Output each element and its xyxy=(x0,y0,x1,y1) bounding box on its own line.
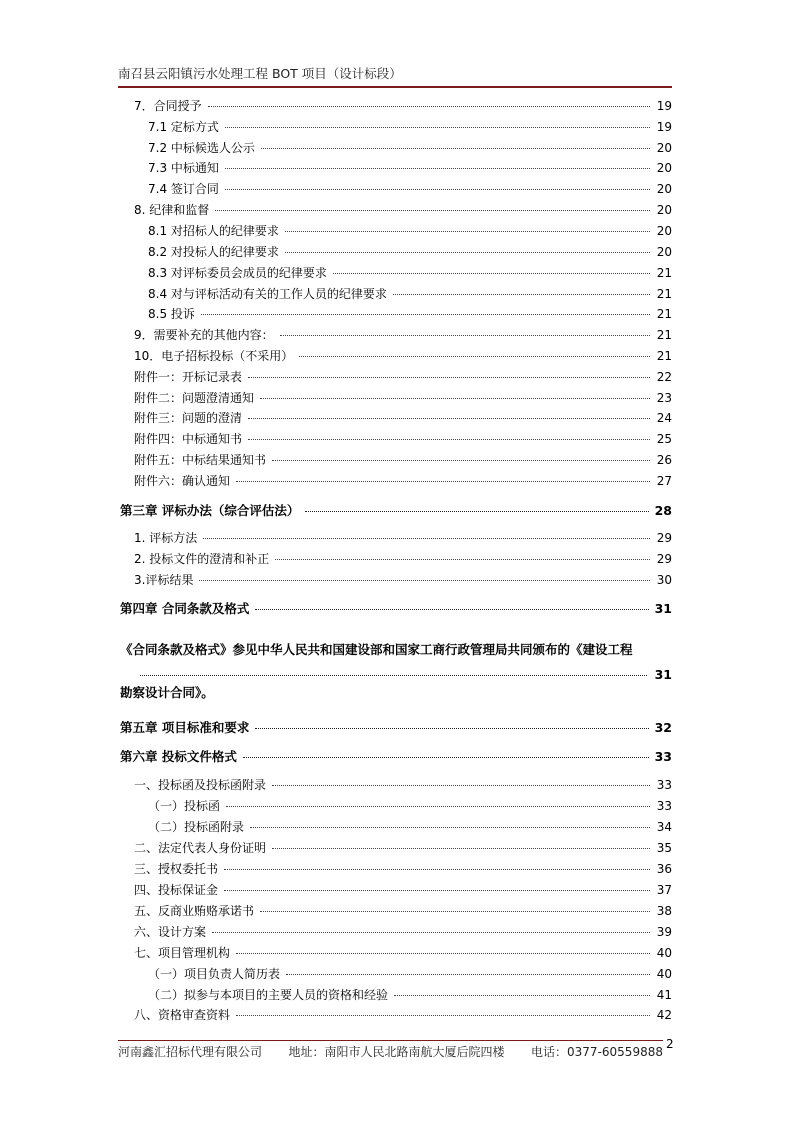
toc-entry-label: 二、法定代表人身份证明 xyxy=(134,841,267,855)
toc-entry-page: 29 xyxy=(656,531,672,545)
toc-entry-page: 22 xyxy=(656,370,672,384)
toc-leader xyxy=(260,910,650,912)
toc-entry[interactable] xyxy=(134,327,672,344)
footer-address: 地址：南阳市人民北路南航大厦后院四楼 xyxy=(288,1045,505,1059)
toc-leader xyxy=(243,756,649,758)
toc-leader xyxy=(285,230,650,232)
toc-leader xyxy=(226,805,650,807)
toc-entry-page: 21 xyxy=(656,349,672,363)
toc-long-entry-line2: 勘察设计合同》。 xyxy=(120,685,214,700)
toc-entry[interactable] xyxy=(134,777,672,794)
toc-entry[interactable] xyxy=(134,903,672,920)
footer-phone: 电话：0377-60559888 xyxy=(531,1045,663,1059)
toc-entry-page: 32 xyxy=(654,720,672,735)
toc-entry[interactable] xyxy=(134,452,672,469)
toc-leader xyxy=(236,480,650,482)
toc-entry-label: 第六章 投标文件格式 xyxy=(120,749,237,764)
toc-leader xyxy=(305,510,648,512)
toc-entry[interactable] xyxy=(148,306,672,323)
toc-entry-page: 19 xyxy=(656,99,672,113)
toc-chapter-entry[interactable] xyxy=(120,502,672,519)
page-number: 2 xyxy=(666,1037,674,1051)
toc-leader xyxy=(201,313,650,315)
toc-leader xyxy=(333,272,650,274)
toc-leader xyxy=(215,209,650,211)
toc-entry-label: 7.2 中标候选人公示 xyxy=(148,141,255,155)
toc-entry[interactable] xyxy=(148,160,672,177)
toc-entry-page: 20 xyxy=(656,224,672,238)
toc-entry[interactable] xyxy=(134,410,672,427)
toc-entry-page: 20 xyxy=(656,203,672,217)
toc-entry-page: 31 xyxy=(654,601,672,616)
toc-entry-page: 23 xyxy=(656,391,672,405)
toc-entry-label: 9．需要补充的其他内容： xyxy=(134,328,274,342)
toc-leader xyxy=(394,994,650,996)
toc-entry[interactable] xyxy=(134,431,672,448)
toc-long-entry-leader-row xyxy=(140,667,672,682)
toc-leader xyxy=(250,826,650,828)
toc-entry[interactable] xyxy=(134,98,672,115)
toc-entry-page: 41 xyxy=(656,988,672,1002)
toc-entry-page: 40 xyxy=(656,946,672,960)
toc-entry-label: 7.1 定标方式 xyxy=(148,120,219,134)
toc-entry-page: 27 xyxy=(656,474,672,488)
toc-entry-page: 34 xyxy=(656,820,672,834)
toc-entry[interactable] xyxy=(134,348,672,365)
toc-leader xyxy=(248,376,650,378)
toc-entry-page: 42 xyxy=(656,1008,672,1022)
toc-entry[interactable] xyxy=(134,369,672,386)
toc-chapter-entry[interactable] xyxy=(120,719,672,736)
toc-long-entry[interactable] xyxy=(120,641,672,658)
toc-long-entry-line1: 《合同条款及格式》参见中华人民共和国建设部和国家工商行政管理局共同颁布的《建设工程 xyxy=(120,642,633,657)
toc-entry[interactable] xyxy=(148,286,672,303)
toc-entry-label: 8.1 对招标人的纪律要求 xyxy=(148,224,279,238)
toc-entry-label: 三、授权委托书 xyxy=(134,862,219,876)
toc-leader xyxy=(225,126,650,128)
toc-leader xyxy=(299,355,650,357)
toc-leader xyxy=(260,397,650,399)
toc-entry-label: 第三章 评标办法（综合评估法） xyxy=(120,503,300,518)
toc-entry-label: 8.3 对评标委员会成员的纪律要求 xyxy=(148,266,327,280)
toc-entry[interactable] xyxy=(148,798,672,815)
toc-entry-page: 30 xyxy=(656,573,672,587)
toc-leader xyxy=(272,784,650,786)
toc-entry-page: 39 xyxy=(656,925,672,939)
toc-leader xyxy=(393,293,650,295)
toc-leader xyxy=(224,868,650,870)
toc-entry-label: 10．电子招标投标（不采用） xyxy=(134,349,294,363)
toc-leader xyxy=(203,537,650,539)
toc-entry-page: 40 xyxy=(656,967,672,981)
toc-entry-page: 20 xyxy=(656,141,672,155)
toc-entry[interactable] xyxy=(134,572,672,589)
toc-entry-page: 20 xyxy=(656,245,672,259)
toc-entry-page: 37 xyxy=(656,883,672,897)
toc-entry[interactable] xyxy=(134,945,672,962)
toc-entry-page: 24 xyxy=(656,411,672,425)
toc-entry-page: 21 xyxy=(656,287,672,301)
toc-entry-page: 33 xyxy=(654,749,672,764)
toc-entry-label: 附件三：问题的澄清 xyxy=(134,411,243,425)
toc-leader xyxy=(275,558,650,560)
header-rule xyxy=(118,86,672,88)
toc-entry[interactable] xyxy=(148,966,672,983)
toc-entry-label: 六、设计方案 xyxy=(134,925,207,939)
toc-entry-label: （一）投标函 xyxy=(148,799,221,813)
toc-entry[interactable] xyxy=(148,181,672,198)
toc-leader xyxy=(225,167,650,169)
toc-entry-page: 36 xyxy=(656,862,672,876)
toc-entry-label: 一、投标函及投标函附录 xyxy=(134,778,267,792)
toc-entry[interactable] xyxy=(148,223,672,240)
toc-leader xyxy=(236,1014,650,1016)
footer-rule xyxy=(118,1040,663,1041)
toc-entry-label: 第四章 合同条款及格式 xyxy=(120,601,250,616)
toc-entry-label: 1. 评标方法 xyxy=(134,531,198,545)
toc-entry[interactable] xyxy=(148,987,672,1004)
toc-entry-label: 8. 纪律和监督 xyxy=(134,203,210,217)
toc-leader xyxy=(285,251,650,253)
toc-entry-page: 25 xyxy=(656,432,672,446)
toc-entry-label: 附件二：问题澄清通知 xyxy=(134,391,255,405)
toc-entry[interactable] xyxy=(134,390,672,407)
toc-entry-label: 7．合同授予 xyxy=(134,99,202,113)
toc-entry-label: （一）项目负责人简历表 xyxy=(148,967,281,981)
toc-chapter-entry[interactable] xyxy=(120,748,672,765)
page-footer xyxy=(118,1043,663,1060)
toc-entry-label: 第五章 项目标准和要求 xyxy=(120,720,250,735)
toc-entry-label: 7.3 中标通知 xyxy=(148,161,219,175)
toc-entry[interactable] xyxy=(148,265,672,282)
toc-entry-label: 2. 投标文件的澄清和补正 xyxy=(134,552,270,566)
toc-leader xyxy=(280,334,650,336)
toc-entry-label: 8.2 对投标人的纪律要求 xyxy=(148,245,279,259)
toc-entry-page: 26 xyxy=(656,453,672,467)
toc-entry[interactable] xyxy=(134,861,672,878)
toc-entry-page: 33 xyxy=(656,778,672,792)
toc-entry-page: 20 xyxy=(656,161,672,175)
toc-leader xyxy=(225,188,650,190)
toc-entry-page: 29 xyxy=(656,552,672,566)
toc-entry[interactable] xyxy=(148,244,672,261)
toc-entry-label: 7.4 签订合同 xyxy=(148,182,219,196)
toc-entry[interactable] xyxy=(134,530,672,547)
toc-entry[interactable] xyxy=(134,473,672,490)
toc-leader xyxy=(255,727,648,729)
toc-leader xyxy=(224,889,650,891)
toc-entry-page: 33 xyxy=(656,799,672,813)
toc-entry-label: （二）投标函附录 xyxy=(148,820,245,834)
toc-entry-label: 3.评标结果 xyxy=(134,573,194,587)
toc-entry[interactable] xyxy=(134,1007,672,1024)
toc-entry-label: 七、项目管理机构 xyxy=(134,946,231,960)
toc-chapter-entry[interactable] xyxy=(120,600,672,617)
toc-leader xyxy=(140,674,647,676)
toc-entry[interactable] xyxy=(148,119,672,136)
toc-entry-label: 附件一：开标记录表 xyxy=(134,370,243,384)
toc-long-entry-page: 31 xyxy=(654,667,672,682)
toc-leader xyxy=(199,579,650,581)
toc-entry[interactable] xyxy=(134,840,672,857)
toc-leader xyxy=(272,847,650,849)
toc-entry-label: （二）拟参与本项目的主要人员的资格和经验 xyxy=(148,988,389,1002)
toc-entry-label: 8.4 对与评标活动有关的工作人员的纪律要求 xyxy=(148,287,387,301)
toc-leader xyxy=(248,417,650,419)
toc-leader xyxy=(286,973,650,975)
toc-entry-page: 19 xyxy=(656,120,672,134)
toc-entry-label: 五、反商业贿赂承诺书 xyxy=(134,904,255,918)
toc-entry-label: 附件四：中标通知书 xyxy=(134,432,243,446)
toc-entry-label: 附件六：确认通知 xyxy=(134,474,231,488)
toc-entry[interactable] xyxy=(134,882,672,899)
toc-entry-label: 四、投标保证金 xyxy=(134,883,219,897)
toc-leader xyxy=(212,931,650,933)
toc-entry[interactable] xyxy=(134,202,672,219)
toc-entry[interactable] xyxy=(148,819,672,836)
toc-entry-label: 附件五：中标结果通知书 xyxy=(134,453,267,467)
toc-entry-page: 28 xyxy=(654,503,672,518)
toc-entry-page: 21 xyxy=(656,328,672,342)
toc-entry-page: 21 xyxy=(656,266,672,280)
toc-entry-label: 8.5 投诉 xyxy=(148,307,195,321)
toc-entry-label: 八、资格审查资料 xyxy=(134,1008,231,1022)
toc-leader xyxy=(272,459,650,461)
page-header: 南召县云阳镇污水处理工程 BOT 项目（设计标段） xyxy=(118,66,402,81)
toc-leader xyxy=(261,147,650,149)
toc-entry[interactable] xyxy=(134,551,672,568)
toc-leader xyxy=(248,438,650,440)
toc-entry[interactable] xyxy=(134,924,672,941)
footer-company: 河南鑫汇招标代理有限公司 xyxy=(118,1045,263,1059)
toc-leader xyxy=(208,105,650,107)
toc-leader xyxy=(255,608,648,610)
toc-entry-page: 21 xyxy=(656,307,672,321)
toc-entry-page: 35 xyxy=(656,841,672,855)
toc-entry[interactable] xyxy=(148,140,672,157)
toc-entry-page: 20 xyxy=(656,182,672,196)
toc-entry-page: 38 xyxy=(656,904,672,918)
toc-leader xyxy=(236,952,650,954)
